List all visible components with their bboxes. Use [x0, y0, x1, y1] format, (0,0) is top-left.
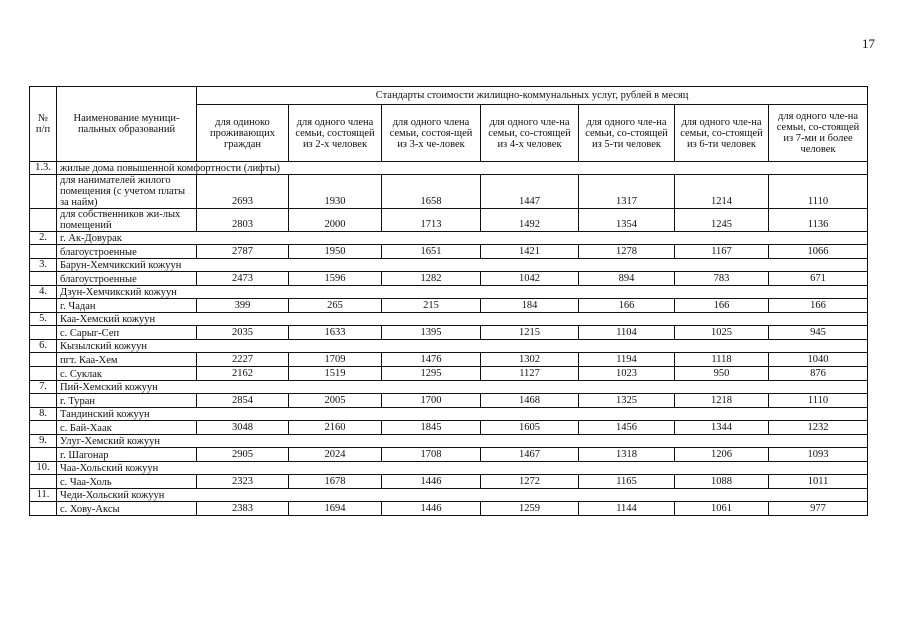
value-cell: 399	[197, 299, 289, 313]
row-name: с. Суклак	[57, 367, 197, 381]
row-index-empty	[30, 421, 57, 435]
row-index-empty	[30, 502, 57, 516]
row-name: с. Бай-Хаак	[57, 421, 197, 435]
section-row	[30, 381, 868, 394]
value-cell: 1651	[382, 245, 481, 259]
value-cell: 2803	[197, 209, 289, 232]
header-col-1: для одиноко проживающих граждан	[197, 105, 289, 162]
table-row	[30, 421, 868, 435]
value-cell: 1658	[382, 175, 481, 209]
row-index: 9.	[30, 435, 57, 448]
value-cell: 1232	[769, 421, 868, 435]
value-cell: 1088	[675, 475, 769, 489]
value-cell: 1144	[579, 502, 675, 516]
section-row	[30, 162, 868, 175]
value-cell: 1344	[675, 421, 769, 435]
row-index-empty	[30, 209, 57, 232]
value-cell: 1476	[382, 353, 481, 367]
row-name: г. Туран	[57, 394, 197, 408]
row-index: 10.	[30, 462, 57, 475]
section-row	[30, 408, 868, 421]
table-row	[30, 175, 868, 209]
value-cell: 1167	[675, 245, 769, 259]
value-cell: 1708	[382, 448, 481, 462]
header-col-6: для одного чле-на семьи, со-стоящей из 6-ти человек	[675, 105, 769, 162]
value-cell: 1245	[675, 209, 769, 232]
table-body	[30, 162, 868, 516]
table-row	[30, 272, 868, 286]
row-name: с. Чаа-Холь	[57, 475, 197, 489]
row-index-empty	[30, 394, 57, 408]
section-row	[30, 313, 868, 326]
section-title: Пий-Хемский кожуун	[57, 381, 868, 394]
value-cell: 1633	[289, 326, 382, 340]
table-row	[30, 326, 868, 340]
value-cell: 1317	[579, 175, 675, 209]
value-cell: 2160	[289, 421, 382, 435]
value-cell: 945	[769, 326, 868, 340]
value-cell: 1325	[579, 394, 675, 408]
value-cell: 1395	[382, 326, 481, 340]
row-index-empty	[30, 272, 57, 286]
table-row	[30, 502, 868, 516]
section-row	[30, 435, 868, 448]
value-cell: 950	[675, 367, 769, 381]
value-cell: 3048	[197, 421, 289, 435]
table-row	[30, 353, 868, 367]
row-index: 1.3.	[30, 162, 57, 175]
section-title: Кызылский кожуун	[57, 340, 868, 353]
section-row	[30, 259, 868, 272]
row-name: пгт. Каа-Хем	[57, 353, 197, 367]
row-index: 5.	[30, 313, 57, 326]
header-col-3: для одного члена семьи, состоя-щей из 3-х че-ловек	[382, 105, 481, 162]
header-col-2: для одного члена семьи, состоящей из 2-х человек	[289, 105, 382, 162]
value-cell: 1127	[481, 367, 579, 381]
value-cell: 1272	[481, 475, 579, 489]
table-row	[30, 448, 868, 462]
section-row	[30, 232, 868, 245]
value-cell: 215	[382, 299, 481, 313]
section-title: Тандинский кожуун	[57, 408, 868, 421]
value-cell: 1215	[481, 326, 579, 340]
value-cell: 1446	[382, 475, 481, 489]
value-cell: 1206	[675, 448, 769, 462]
section-title: Чаа-Хольский кожуун	[57, 462, 868, 475]
value-cell: 1519	[289, 367, 382, 381]
cost-standards-table	[29, 86, 868, 516]
value-cell: 1136	[769, 209, 868, 232]
value-cell: 1259	[481, 502, 579, 516]
row-index-empty	[30, 245, 57, 259]
value-cell: 1066	[769, 245, 868, 259]
value-cell: 671	[769, 272, 868, 286]
value-cell: 2854	[197, 394, 289, 408]
value-cell: 1694	[289, 502, 382, 516]
value-cell: 894	[579, 272, 675, 286]
value-cell: 1302	[481, 353, 579, 367]
value-cell: 2000	[289, 209, 382, 232]
value-cell: 1709	[289, 353, 382, 367]
table-row	[30, 367, 868, 381]
section-title: Каа-Хемский кожуун	[57, 313, 868, 326]
value-cell: 2473	[197, 272, 289, 286]
value-cell: 977	[769, 502, 868, 516]
value-cell: 1447	[481, 175, 579, 209]
table-row	[30, 209, 868, 232]
value-cell: 1596	[289, 272, 382, 286]
value-cell: 2693	[197, 175, 289, 209]
row-index: 8.	[30, 408, 57, 421]
value-cell: 184	[481, 299, 579, 313]
row-index-empty	[30, 367, 57, 381]
row-name: для собственников жи-лых помещений	[57, 209, 197, 232]
value-cell: 265	[289, 299, 382, 313]
table-row	[30, 475, 868, 489]
section-row	[30, 286, 868, 299]
section-title: Барун-Хемчикский кожуун	[57, 259, 868, 272]
value-cell: 2005	[289, 394, 382, 408]
header-col-4: для одного чле-на семьи, со-стоящей из 4-х человек	[481, 105, 579, 162]
header-col-5: для одного чле-на семьи, со-стоящей из 5-ти человек	[579, 105, 675, 162]
value-cell: 1218	[675, 394, 769, 408]
row-index: 3.	[30, 259, 57, 272]
value-cell: 1456	[579, 421, 675, 435]
value-cell: 1700	[382, 394, 481, 408]
value-cell: 1845	[382, 421, 481, 435]
row-index-empty	[30, 353, 57, 367]
value-cell: 2787	[197, 245, 289, 259]
header-name-column: Наименование муници-пальных образований	[57, 87, 197, 162]
row-index-empty	[30, 475, 57, 489]
value-cell: 1093	[769, 448, 868, 462]
value-cell: 1165	[579, 475, 675, 489]
table-row	[30, 299, 868, 313]
value-cell: 1354	[579, 209, 675, 232]
value-cell: 783	[675, 272, 769, 286]
row-index: 4.	[30, 286, 57, 299]
row-index: 7.	[30, 381, 57, 394]
value-cell: 1468	[481, 394, 579, 408]
section-row	[30, 462, 868, 475]
page-number: 17	[862, 36, 875, 51]
row-index-empty	[30, 326, 57, 340]
value-cell: 166	[675, 299, 769, 313]
value-cell: 876	[769, 367, 868, 381]
value-cell: 1110	[769, 175, 868, 209]
value-cell: 1950	[289, 245, 382, 259]
value-cell: 2024	[289, 448, 382, 462]
value-cell: 1214	[675, 175, 769, 209]
section-title: Чеди-Хольский кожуун	[57, 489, 868, 502]
value-cell: 1110	[769, 394, 868, 408]
value-cell: 1025	[675, 326, 769, 340]
value-cell: 2905	[197, 448, 289, 462]
value-cell: 166	[769, 299, 868, 313]
section-title: Дзун-Хемчикский кожуун	[57, 286, 868, 299]
value-cell: 1011	[769, 475, 868, 489]
value-cell: 1104	[579, 326, 675, 340]
value-cell: 166	[579, 299, 675, 313]
row-name: благоустроенные	[57, 272, 197, 286]
value-cell: 1194	[579, 353, 675, 367]
row-index-empty	[30, 299, 57, 313]
header-group-title: Стандарты стоимости жилищно-коммунальных услуг, рублей в месяц	[197, 87, 868, 105]
section-title: жилые дома повышенной комфортности (лифты)	[57, 162, 868, 175]
value-cell: 1282	[382, 272, 481, 286]
value-cell: 1713	[382, 209, 481, 232]
value-cell: 1605	[481, 421, 579, 435]
value-cell: 1678	[289, 475, 382, 489]
row-index-empty	[30, 448, 57, 462]
row-index: 6.	[30, 340, 57, 353]
row-name: г. Шагонар	[57, 448, 197, 462]
section-row	[30, 340, 868, 353]
row-name: благоустроенные	[57, 245, 197, 259]
value-cell: 1467	[481, 448, 579, 462]
value-cell: 1040	[769, 353, 868, 367]
row-index: 2.	[30, 232, 57, 245]
row-index-empty	[30, 175, 57, 209]
row-name: для нанимателей жилого помещения (с учетом платы за найм)	[57, 175, 197, 209]
section-row	[30, 489, 868, 502]
row-name: г. Чадан	[57, 299, 197, 313]
value-cell: 1278	[579, 245, 675, 259]
value-cell: 1118	[675, 353, 769, 367]
value-cell: 1446	[382, 502, 481, 516]
header-number-column: № п/п	[30, 87, 57, 162]
value-cell: 2383	[197, 502, 289, 516]
row-index: 11.	[30, 489, 57, 502]
value-cell: 2227	[197, 353, 289, 367]
value-cell: 1061	[675, 502, 769, 516]
value-cell: 1023	[579, 367, 675, 381]
value-cell: 1295	[382, 367, 481, 381]
section-title: Улуг-Хемский кожуун	[57, 435, 868, 448]
value-cell: 1930	[289, 175, 382, 209]
table-row	[30, 245, 868, 259]
table-row	[30, 394, 868, 408]
value-cell: 1421	[481, 245, 579, 259]
value-cell: 1318	[579, 448, 675, 462]
value-cell: 2162	[197, 367, 289, 381]
header-col-7: для одного чле-на семьи, со-стоящей из 7-ми и более человек	[769, 105, 868, 162]
row-name: с. Сарыг-Сеп	[57, 326, 197, 340]
value-cell: 2035	[197, 326, 289, 340]
row-name: с. Хову-Аксы	[57, 502, 197, 516]
value-cell: 1042	[481, 272, 579, 286]
value-cell: 1492	[481, 209, 579, 232]
value-cell: 2323	[197, 475, 289, 489]
section-title: г. Ак-Довурак	[57, 232, 868, 245]
